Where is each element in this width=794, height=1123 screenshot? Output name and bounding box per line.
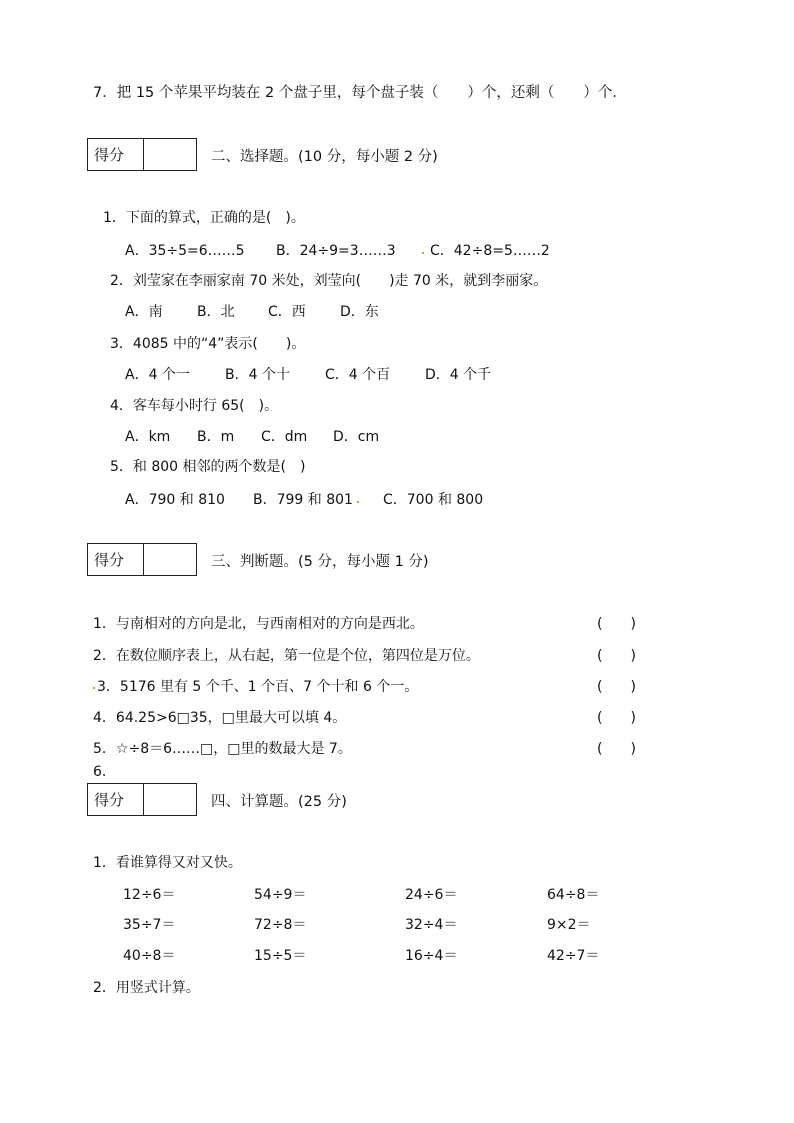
judge-paren-4[interactable]: ( ): [597, 710, 636, 726]
choice-q2-option-b: B．北: [197, 304, 235, 320]
stray-dot: [93, 687, 95, 689]
choice-q1: 1．下面的算式，正确的是( )。: [103, 210, 305, 226]
section-2-title: 二、选择题。(10 分，每小题 2 分): [211, 149, 438, 165]
stray-dot: [422, 252, 424, 254]
score-box-section-2: [87, 138, 197, 171]
calc-sub-2: 2．用竖式计算。: [93, 980, 200, 996]
choice-q1-option-a: A．35÷5=6……5: [125, 243, 245, 259]
judge-item-2: 2．在数位顺序表上，从右起，第一位是个位，第四位是万位。: [93, 648, 480, 664]
calc-cell: 24÷6＝: [405, 887, 458, 903]
score-blank[interactable]: [144, 139, 196, 170]
judge-paren-5[interactable]: ( ): [597, 741, 636, 757]
choice-q4-option-d: D．cm: [333, 429, 380, 445]
score-blank[interactable]: [144, 544, 196, 575]
judge-paren-2[interactable]: ( ): [597, 648, 636, 664]
choice-q3-option-a: A．4 个一: [125, 367, 190, 383]
score-blank[interactable]: [144, 784, 196, 815]
stray-dot: [357, 501, 359, 503]
judge-item-6-number: 6.: [93, 764, 107, 780]
calc-cell: 12÷6＝: [123, 887, 176, 903]
calc-sub-1: 1．看谁算得又对又快。: [93, 855, 242, 871]
choice-q4: 4．客车每小时行 65( )。: [110, 398, 279, 414]
choice-q5-option-c: C．700 和 800: [383, 492, 484, 508]
choice-q4-option-c: C．dm: [261, 429, 308, 445]
calc-cell: 15÷5＝: [254, 948, 307, 964]
calc-cell: 72÷8＝: [254, 917, 307, 933]
choice-q2: 2．刘莹家在李丽家南 70 米处，刘莹向( )走 70 米，就到李丽家。: [110, 273, 548, 289]
question-7: 7．把 15 个苹果平均装在 2 个盘子里，每个盘子装（ ）个，还剩（ ）个．: [93, 85, 627, 101]
choice-q5-option-b: B．799 和 801: [253, 492, 353, 508]
choice-q1-option-b: B．24÷9=3……3: [276, 243, 396, 259]
choice-q3-option-d: D．4 个千: [425, 367, 492, 383]
choice-q3: 3．4085 中的“4”表示( )。: [110, 336, 306, 352]
calc-cell: 64÷8＝: [547, 887, 600, 903]
calc-cell: 35÷7＝: [123, 917, 176, 933]
choice-q2-option-a: A．南: [125, 304, 163, 320]
choice-q3-option-b: B．4 个十: [225, 367, 290, 383]
calc-cell: 40÷8＝: [123, 948, 176, 964]
choice-q4-option-b: B．m: [197, 429, 235, 445]
calc-cell: 42÷7＝: [547, 948, 600, 964]
choice-q1-option-c: C．42÷8=5……2: [430, 243, 550, 259]
judge-item-5: 5．☆÷8＝6……□，□里的数最大是 7。: [93, 741, 352, 757]
judge-paren-1[interactable]: ( ): [597, 616, 636, 632]
calc-cell: 16÷4＝: [405, 948, 458, 964]
score-box-section-4: [87, 783, 197, 816]
choice-q3-option-c: C．4 个百: [325, 367, 391, 383]
judge-item-1: 1．与南相对的方向是北，与西南相对的方向是西北。: [93, 616, 424, 632]
score-label: 得分: [88, 784, 144, 815]
choice-q2-option-c: C．西: [268, 304, 306, 320]
score-label: 得分: [88, 544, 144, 575]
choice-q4-option-a: A．km: [125, 429, 171, 445]
judge-paren-3[interactable]: ( ): [597, 679, 636, 695]
section-4-title: 四、计算题。(25 分): [211, 794, 347, 810]
choice-q2-option-d: D．东: [340, 304, 379, 320]
calc-cell: 32÷4＝: [405, 917, 458, 933]
section-3-title: 三、判断题。(5 分，每小题 1 分): [211, 554, 429, 570]
calc-cell: 9×2＝: [547, 917, 591, 933]
score-label: 得分: [88, 139, 144, 170]
choice-q5-option-a: A．790 和 810: [125, 492, 225, 508]
judge-item-4: 4．64.25>6□35，□里最大可以填 4。: [93, 710, 347, 726]
score-box-section-3: [87, 543, 197, 576]
choice-q5: 5．和 800 相邻的两个数是( ): [110, 459, 306, 475]
judge-item-3: 3．5176 里有 5 个千、1 个百、7 个十和 6 个一。: [97, 679, 419, 695]
calc-cell: 54÷9＝: [254, 887, 307, 903]
